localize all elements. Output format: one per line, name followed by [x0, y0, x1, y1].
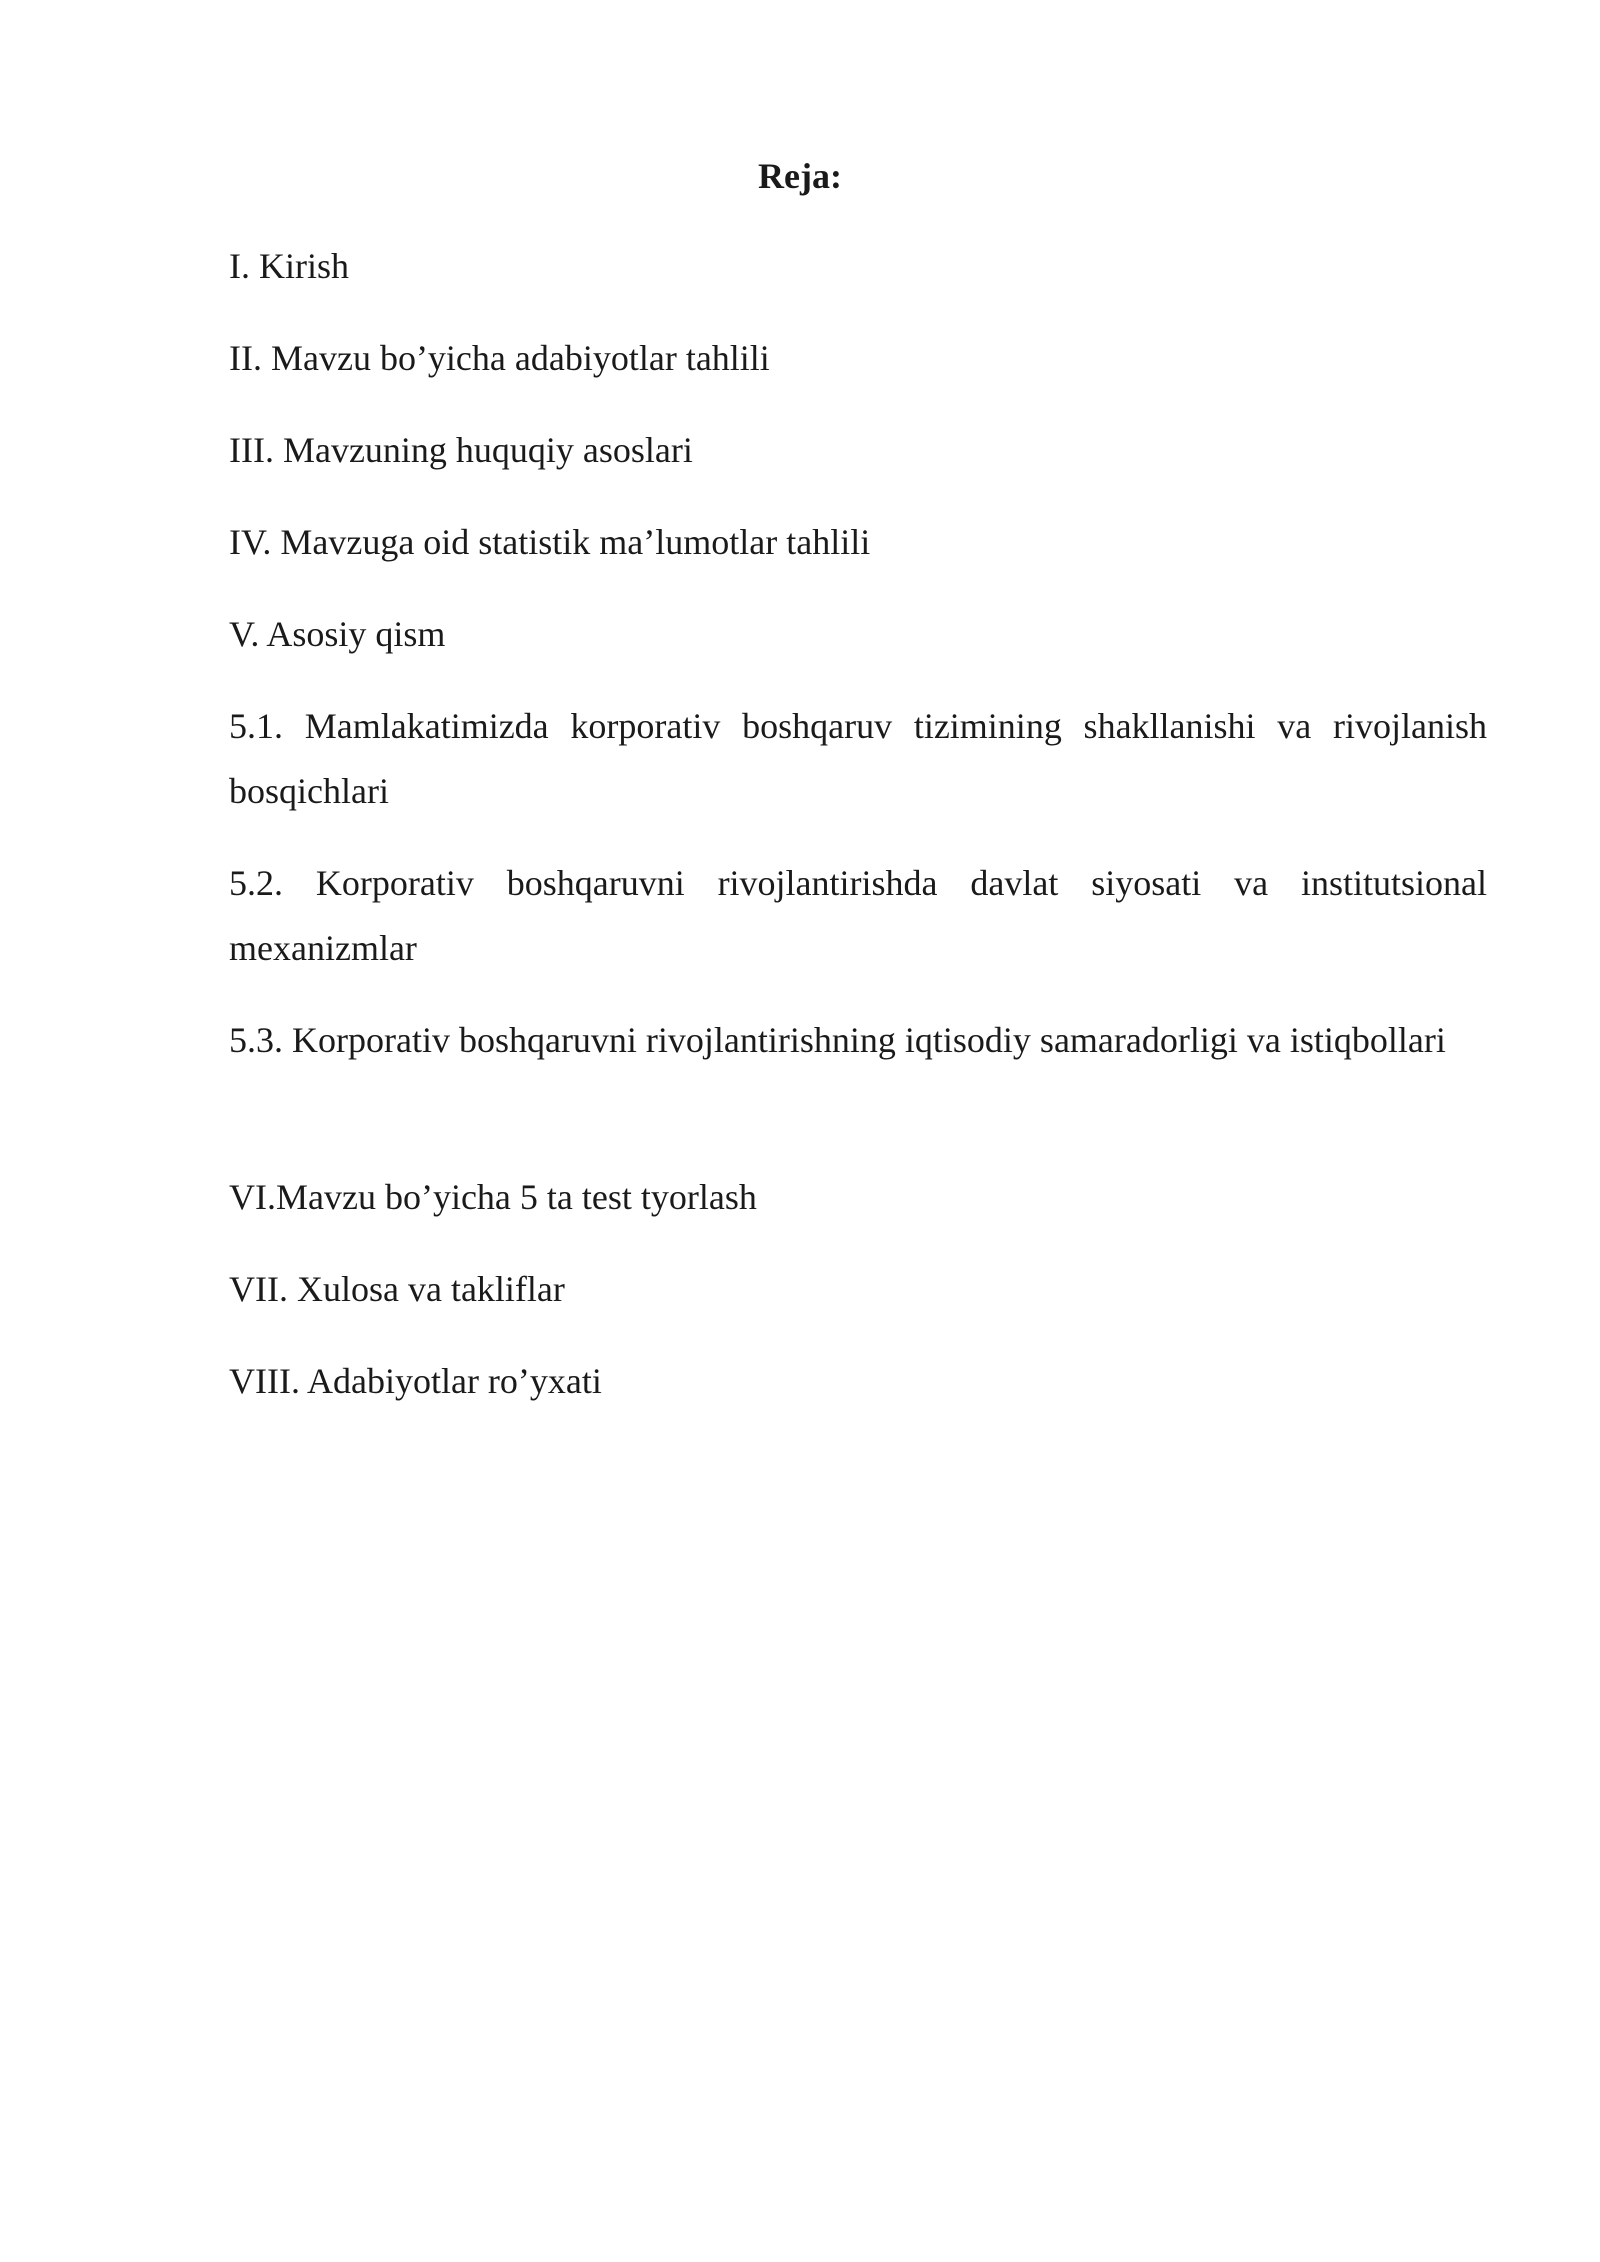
toc-item-test: VI.Mavzu bo’yicha 5 ta test tyorlash	[229, 1177, 757, 1217]
page-title: Reja:	[758, 156, 842, 196]
toc-item-5-1: 5.1. Mamlakatimizda korporativ boshqaruv tizimining shakllanishi va rivojlanish bosqichlari	[229, 706, 1487, 811]
toc-item-asosiy-qism: V. Asosiy qism	[229, 614, 446, 654]
toc-item-xulosa: VII. Xulosa va takliflar	[229, 1269, 565, 1309]
toc-item-adabiyotlar-royxati: VIII. Adabiyotlar ro’yxati	[229, 1361, 602, 1401]
toc-item-5-3: 5.3. Korporativ boshqaruvni rivojlantirishning iqtisodiy samaradorligi va istiqbollari	[229, 1020, 1446, 1060]
toc-item-adabiyotlar-tahlili: II. Mavzu bo’yicha adabiyotlar tahlili	[229, 338, 770, 378]
toc-item-huquqiy-asoslari: III. Mavzuning huquqiy asoslari	[229, 430, 693, 470]
toc-item-statistik-tahlil: IV. Mavzuga oid statistik ma’lumotlar tahlili	[229, 522, 871, 562]
toc-item-kirish: I. Kirish	[229, 246, 349, 286]
toc-item-5-2: 5.2. Korporativ boshqaruvni rivojlantirishda davlat siyosati va institutsional mexanizmlar	[229, 863, 1487, 968]
